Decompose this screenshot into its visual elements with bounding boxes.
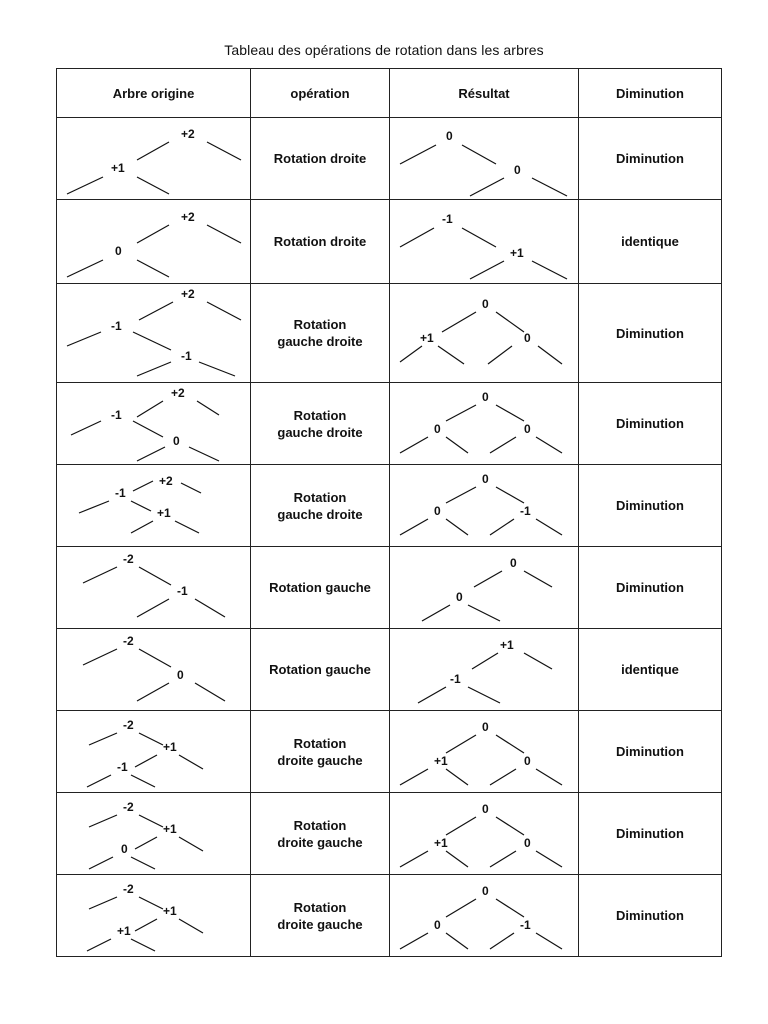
diminution-cell: Diminution bbox=[579, 284, 722, 383]
table-row bbox=[57, 465, 722, 547]
tree-edge bbox=[137, 177, 169, 194]
operation-line: droite gauche bbox=[277, 752, 363, 768]
node-label: -1 bbox=[519, 917, 531, 932]
tree-edge bbox=[137, 401, 163, 417]
operation-cell: Rotation gauche bbox=[251, 629, 390, 711]
page-title: Tableau des opérations de rotation dans les arbres bbox=[224, 42, 544, 58]
tree-edge bbox=[131, 521, 153, 533]
origin-tree-cell bbox=[57, 465, 251, 547]
tree-edge bbox=[83, 649, 117, 665]
node-label: -1 bbox=[180, 349, 192, 363]
tree-edge bbox=[496, 487, 524, 503]
node-label: +2 bbox=[158, 473, 173, 488]
origin-tree bbox=[59, 631, 249, 709]
table-row bbox=[57, 118, 722, 200]
operation-cell: Rotation gauche bbox=[251, 547, 390, 629]
node-label: +1 bbox=[433, 835, 448, 850]
tree-edge bbox=[139, 649, 171, 667]
tree-edge bbox=[496, 817, 524, 835]
tree-edge bbox=[181, 483, 201, 493]
operation-cell: Rotation droite bbox=[251, 118, 390, 200]
tree-edge bbox=[83, 567, 117, 583]
node-label: +1 bbox=[499, 637, 514, 652]
tree-edge bbox=[137, 599, 169, 617]
tree-edge bbox=[400, 519, 428, 535]
origin-tree-cell bbox=[57, 118, 251, 200]
table-row bbox=[57, 793, 722, 875]
tree-edge bbox=[474, 571, 502, 587]
result-tree bbox=[392, 467, 577, 545]
result-tree-cell bbox=[390, 629, 579, 711]
operation-cell bbox=[251, 383, 390, 465]
table-row bbox=[57, 200, 722, 284]
operation-cell bbox=[251, 711, 390, 793]
operation-line: Rotation bbox=[293, 407, 347, 423]
node-label: 0 bbox=[523, 835, 531, 850]
tree-edge bbox=[538, 346, 562, 364]
tree-edge bbox=[536, 769, 562, 785]
tree-edge bbox=[87, 775, 111, 787]
diminution-cell: Diminution bbox=[579, 711, 722, 793]
tree-edge bbox=[207, 302, 241, 320]
tree-edge bbox=[139, 897, 163, 909]
tree-edge bbox=[71, 421, 101, 435]
origin-tree bbox=[59, 549, 249, 627]
tree-edge bbox=[532, 178, 567, 196]
diminution-cell: Diminution bbox=[579, 465, 722, 547]
rotation-table bbox=[56, 68, 722, 957]
tree-edge bbox=[536, 519, 562, 535]
tree-edge bbox=[490, 769, 516, 785]
origin-tree bbox=[59, 467, 249, 545]
node-label: 0 bbox=[523, 331, 531, 345]
result-tree bbox=[392, 631, 577, 709]
node-label: 0 bbox=[481, 883, 489, 898]
tree-edge bbox=[446, 851, 468, 867]
tree-edge bbox=[446, 437, 468, 453]
tree-edge bbox=[524, 571, 552, 587]
node-label: 0 bbox=[509, 555, 517, 570]
node-label: -1 bbox=[176, 583, 188, 598]
tree-edge bbox=[131, 501, 151, 511]
node-label: -1 bbox=[519, 503, 531, 518]
tree-edge bbox=[446, 735, 476, 753]
result-tree-cell bbox=[390, 118, 579, 200]
node-label: +1 bbox=[156, 505, 171, 520]
origin-tree bbox=[59, 203, 249, 281]
result-tree-cell bbox=[390, 200, 579, 284]
tree-edge bbox=[468, 687, 500, 703]
tree-edge bbox=[446, 817, 476, 835]
tree-edge bbox=[133, 332, 171, 350]
tree-edge bbox=[400, 769, 428, 785]
operation-cell bbox=[251, 793, 390, 875]
tree-edge bbox=[496, 405, 524, 421]
tree-edge bbox=[470, 178, 504, 196]
tree-edge bbox=[438, 346, 464, 364]
tree-edge bbox=[488, 346, 512, 364]
node-label: +1 bbox=[162, 821, 177, 836]
tree-edge bbox=[89, 815, 117, 827]
tree-edge bbox=[135, 755, 157, 767]
tree-edge bbox=[472, 653, 498, 669]
tree-edge bbox=[179, 837, 203, 851]
tree-edge bbox=[446, 487, 476, 503]
tree-edge bbox=[446, 519, 468, 535]
result-tree-cell bbox=[390, 793, 579, 875]
header-diminution: Diminution bbox=[579, 69, 722, 118]
node-label: +1 bbox=[433, 753, 448, 768]
diminution-cell: identique bbox=[579, 200, 722, 284]
node-label: +1 bbox=[509, 245, 524, 260]
node-label: -1 bbox=[449, 671, 461, 686]
node-label: 0 bbox=[523, 421, 531, 436]
node-label: 0 bbox=[481, 389, 489, 404]
tree-edge bbox=[400, 346, 422, 362]
node-label: -1 bbox=[110, 319, 122, 333]
table-row bbox=[57, 383, 722, 465]
operation-line: Rotation bbox=[293, 735, 347, 751]
node-label: 0 bbox=[445, 128, 453, 143]
origin-tree-cell bbox=[57, 875, 251, 957]
node-label: 0 bbox=[481, 297, 489, 311]
tree-edge bbox=[67, 260, 103, 277]
tree-edge bbox=[139, 733, 163, 745]
origin-tree-cell bbox=[57, 547, 251, 629]
tree-edge bbox=[135, 837, 157, 849]
tree-edge bbox=[133, 421, 163, 437]
node-label: -2 bbox=[122, 799, 134, 814]
node-label: +1 bbox=[419, 331, 434, 345]
tree-edge bbox=[446, 769, 468, 785]
table-header-row bbox=[57, 69, 722, 118]
node-label: -2 bbox=[122, 717, 134, 732]
tree-edge bbox=[400, 933, 428, 949]
tree-edge bbox=[189, 447, 219, 461]
table-row bbox=[57, 629, 722, 711]
node-label: 0 bbox=[172, 433, 180, 448]
node-label: +1 bbox=[110, 160, 125, 175]
tree-edge bbox=[137, 362, 171, 376]
tree-edge bbox=[139, 815, 163, 827]
tree-edge bbox=[137, 142, 169, 160]
node-label: -1 bbox=[441, 211, 453, 226]
origin-tree bbox=[59, 713, 249, 791]
node-label: +1 bbox=[116, 923, 131, 938]
tree-edge bbox=[89, 733, 117, 745]
tree-edge bbox=[400, 145, 436, 164]
tree-edge bbox=[490, 437, 516, 453]
tree-edge bbox=[139, 302, 173, 320]
origin-tree bbox=[59, 795, 249, 873]
tree-edge bbox=[79, 501, 109, 513]
operation-line: gauche droite bbox=[277, 506, 363, 522]
result-tree bbox=[392, 120, 577, 198]
tree-edge bbox=[137, 225, 169, 243]
operation-cell bbox=[251, 465, 390, 547]
node-label: 0 bbox=[433, 917, 441, 932]
tree-edge bbox=[446, 899, 476, 917]
result-tree-cell bbox=[390, 547, 579, 629]
origin-tree bbox=[59, 385, 249, 463]
node-label: 0 bbox=[114, 243, 122, 258]
tree-edge bbox=[422, 605, 450, 621]
tree-edge bbox=[89, 897, 117, 909]
tree-edge bbox=[468, 605, 500, 621]
node-label: -2 bbox=[122, 551, 134, 566]
tree-edge bbox=[524, 653, 552, 669]
diminution-cell: Diminution bbox=[579, 383, 722, 465]
tree-edge bbox=[400, 437, 428, 453]
tree-edge bbox=[496, 312, 524, 332]
node-label: 0 bbox=[120, 841, 128, 856]
diminution-cell: identique bbox=[579, 629, 722, 711]
result-tree bbox=[392, 713, 577, 791]
node-label: +2 bbox=[180, 287, 195, 301]
diminution-cell: Diminution bbox=[579, 547, 722, 629]
node-label: 0 bbox=[481, 471, 489, 486]
tree-edge bbox=[137, 683, 169, 701]
tree-edge bbox=[67, 332, 101, 346]
tree-edge bbox=[67, 177, 103, 194]
tree-edge bbox=[139, 567, 171, 585]
result-tree bbox=[392, 877, 577, 955]
node-label: 0 bbox=[513, 162, 521, 177]
operation-line: Rotation bbox=[293, 317, 347, 332]
operation-line: droite gauche bbox=[277, 916, 363, 932]
operation-cell: Rotation droite bbox=[251, 200, 390, 284]
tree-edge bbox=[195, 599, 225, 617]
node-label: +1 bbox=[162, 903, 177, 918]
result-tree-cell bbox=[390, 284, 579, 383]
tree-edge bbox=[446, 933, 468, 949]
result-tree bbox=[392, 203, 577, 281]
tree-edge bbox=[400, 851, 428, 867]
result-tree bbox=[392, 795, 577, 873]
table-row bbox=[57, 284, 722, 383]
node-label: 0 bbox=[481, 719, 489, 734]
header-arbre-origine: Arbre origine bbox=[57, 69, 251, 118]
result-tree-cell bbox=[390, 875, 579, 957]
node-label: 0 bbox=[455, 589, 463, 604]
tree-edge bbox=[536, 851, 562, 867]
node-label: 0 bbox=[523, 753, 531, 768]
tree-edge bbox=[536, 437, 562, 453]
origin-tree-cell bbox=[57, 793, 251, 875]
tree-edge bbox=[137, 260, 169, 277]
operation-cell bbox=[251, 284, 390, 383]
tree-edge bbox=[175, 521, 199, 533]
tree-edge bbox=[490, 519, 514, 535]
node-label: -1 bbox=[116, 759, 128, 774]
origin-tree-cell bbox=[57, 383, 251, 465]
result-tree-cell bbox=[390, 383, 579, 465]
tree-edge bbox=[131, 939, 155, 951]
origin-tree bbox=[59, 286, 249, 380]
tree-edge bbox=[135, 919, 157, 931]
table-row bbox=[57, 547, 722, 629]
diminution-cell: Diminution bbox=[579, 118, 722, 200]
operation-cell bbox=[251, 875, 390, 957]
tree-edge bbox=[442, 312, 476, 332]
tree-edge bbox=[462, 145, 496, 164]
tree-edge bbox=[496, 899, 524, 917]
tree-edge bbox=[179, 755, 203, 769]
tree-edge bbox=[131, 775, 155, 787]
table-row bbox=[57, 711, 722, 793]
tree-edge bbox=[470, 261, 504, 279]
tree-edge bbox=[131, 857, 155, 869]
origin-tree bbox=[59, 877, 249, 955]
origin-tree-cell bbox=[57, 284, 251, 383]
node-label: 0 bbox=[433, 503, 441, 518]
origin-tree-cell bbox=[57, 629, 251, 711]
tree-edge bbox=[418, 687, 446, 703]
node-label: 0 bbox=[481, 801, 489, 816]
tree-edge bbox=[87, 939, 111, 951]
diminution-cell: Diminution bbox=[579, 793, 722, 875]
operation-line: gauche droite bbox=[277, 334, 363, 349]
header-resultat: Résultat bbox=[390, 69, 579, 118]
tree-edge bbox=[207, 142, 241, 160]
node-label: 0 bbox=[176, 667, 184, 682]
origin-tree bbox=[59, 120, 249, 198]
tree-edge bbox=[89, 857, 113, 869]
operation-line: Rotation bbox=[293, 817, 347, 833]
node-label: -2 bbox=[122, 881, 134, 896]
operation-line: droite gauche bbox=[277, 834, 363, 850]
node-label: 0 bbox=[433, 421, 441, 436]
tree-edge bbox=[199, 362, 235, 376]
node-label: +2 bbox=[180, 209, 195, 224]
result-tree bbox=[392, 286, 577, 380]
header-operation: opération bbox=[251, 69, 390, 118]
tree-edge bbox=[462, 228, 496, 247]
tree-edge bbox=[133, 481, 153, 491]
tree-edge bbox=[137, 447, 165, 461]
tree-edge bbox=[490, 933, 514, 949]
tree-edge bbox=[195, 683, 225, 701]
operation-line: Rotation bbox=[293, 489, 347, 505]
origin-tree-cell bbox=[57, 200, 251, 284]
table-row bbox=[57, 875, 722, 957]
tree-edge bbox=[197, 401, 219, 415]
tree-edge bbox=[536, 933, 562, 949]
tree-edge bbox=[179, 919, 203, 933]
result-tree bbox=[392, 385, 577, 463]
tree-edge bbox=[400, 228, 434, 247]
node-label: +1 bbox=[162, 739, 177, 754]
result-tree-cell bbox=[390, 711, 579, 793]
tree-edge bbox=[207, 225, 241, 243]
node-label: -1 bbox=[114, 485, 126, 500]
node-label: +2 bbox=[180, 126, 195, 141]
node-label: -1 bbox=[110, 407, 122, 422]
operation-line: gauche droite bbox=[277, 424, 363, 440]
tree-edge bbox=[496, 735, 524, 753]
node-label: -2 bbox=[122, 633, 134, 648]
tree-edge bbox=[446, 405, 476, 421]
node-label: +2 bbox=[170, 385, 185, 400]
operation-line: Rotation bbox=[293, 899, 347, 915]
origin-tree-cell bbox=[57, 711, 251, 793]
result-tree bbox=[392, 549, 577, 627]
tree-edge bbox=[490, 851, 516, 867]
diminution-cell: Diminution bbox=[579, 875, 722, 957]
result-tree-cell bbox=[390, 465, 579, 547]
tree-edge bbox=[532, 261, 567, 279]
